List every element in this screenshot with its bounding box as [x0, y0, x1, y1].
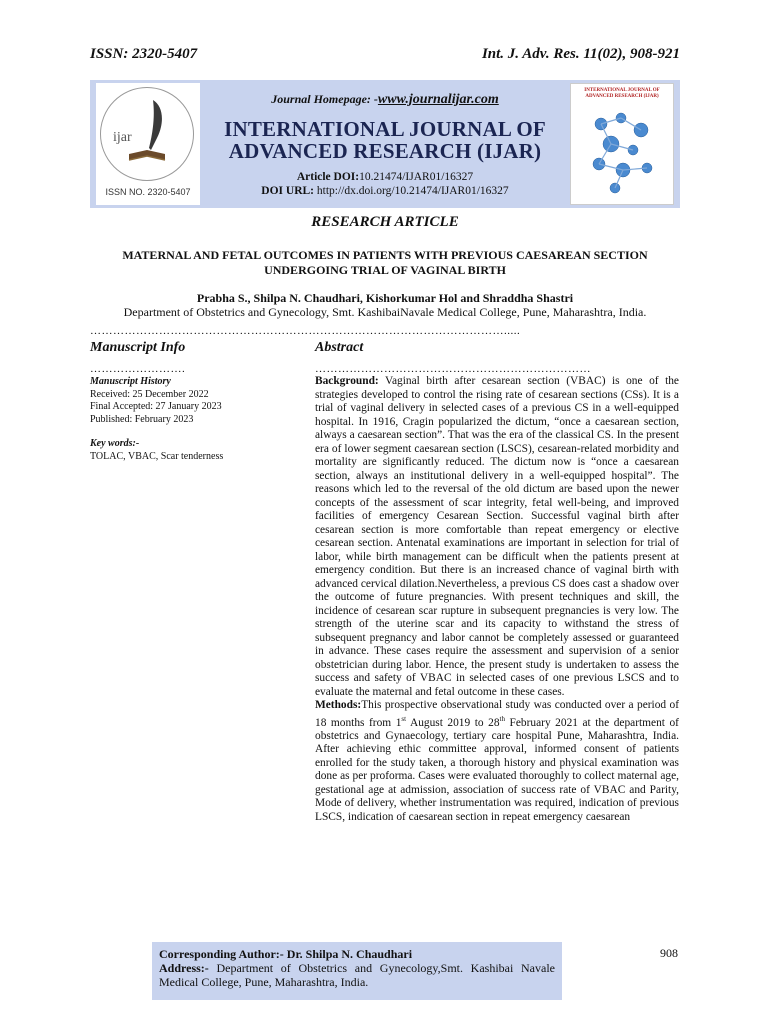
doi-url-label: DOI URL:: [261, 185, 315, 197]
journal-banner: [90, 80, 680, 208]
methods-text-2: August 2019 to 28: [406, 716, 500, 729]
journal-title-line1: INTERNATIONAL JOURNAL OF: [224, 117, 546, 141]
paper-title: [90, 248, 680, 278]
background-label: Background:: [315, 375, 379, 387]
separator-line: ……………………………………………………………………………………………….....: [90, 326, 521, 336]
logo-issn: ISSN NO. 2320-5407: [105, 187, 191, 197]
methods-text-3: February 2021 at the department of obstetrics and Gynaecology, tertiary care hospital Pune, Maharashtra, India. After achieving ethic committee approval, informed consent of patients enrolled for the study taken, a thorough history and physical examination was done as per proforma. Cases were evaluated thoroughly to collect maternal age, gestational age at admission, association of success rate of VBAC and Parity, Mode of delivery, whether instrumentation was required, indication of previous LSCS, indication of caesarean section in repeat emergency caesarean: [315, 716, 679, 823]
journal-logo: [96, 83, 200, 205]
corresponding-author: Corresponding Author:- Dr. Shilpa N. Chaudhari: [159, 947, 413, 961]
abstract-heading: Abstract: [315, 340, 364, 355]
methods-text-1: This prospective observational study was conducted over a period of 18 months from 1: [315, 699, 679, 729]
published-date: Published: February 2023: [90, 413, 194, 425]
doi-value: 10.21474/IJAR01/16327: [359, 171, 474, 183]
article-type: RESEARCH ARTICLE: [311, 214, 459, 230]
page-number: 908: [660, 946, 678, 960]
doi-url-link[interactable]: http://dx.doi.org/10.21474/IJAR01/16327: [316, 185, 509, 197]
right-separator: ………………………………………………………………: [315, 364, 591, 374]
abstract-body: [315, 375, 679, 921]
running-header: [90, 46, 680, 66]
manuscript-info: [90, 376, 300, 464]
journal-title-line2: ADVANCED RESEARCH (IJAR): [228, 139, 542, 163]
paper-title-line1: MATERNAL AND FETAL OUTCOMES IN PATIENTS WITH PREVIOUS CAESAREAN SECTION: [122, 248, 648, 262]
received-date: Received: 25 December 2022: [90, 388, 209, 400]
background-paragraph: [315, 375, 679, 699]
methods-paragraph: [315, 699, 679, 824]
author-list: Prabha S., Shilpa N. Chaudhari, Kishorkumar Hol and Shraddha Shastri: [196, 291, 574, 305]
address-label: Address:-: [159, 961, 209, 975]
methods-sup-2: th: [499, 714, 505, 723]
homepage-label: Journal Homepage: -: [271, 92, 378, 106]
accepted-date: Final Accepted: 27 January 2023: [90, 401, 222, 413]
left-separator: …………………….: [90, 364, 186, 374]
methods-sup-1: st: [401, 714, 407, 723]
molecule-image-icon: [571, 84, 673, 204]
citation-text: Int. J. Adv. Res. 11(02), 908-921: [481, 46, 680, 62]
affiliation: Department of Obstetrics and Gynecology, Smt. KashibaiNavale Medical College, Pune, Maharashtra, India.: [123, 305, 647, 319]
paper-title-line2: UNDERGOING TRIAL OF VAGINAL BIRTH: [264, 263, 506, 277]
corresponding-author-box: [152, 942, 562, 1000]
doi-label: Article DOI:: [296, 171, 360, 183]
cover-title: INTERNATIONAL JOURNAL OF ADVANCED RESEARCH (IJAR): [584, 88, 660, 99]
issn-text: ISSN: 2320-5407: [90, 46, 198, 62]
logo-text: ijar: [113, 130, 132, 145]
methods-label: Methods:: [315, 699, 362, 711]
homepage-link[interactable]: www.journalijar.com: [377, 92, 499, 107]
address-text: Department of Obstetrics and Gynecology,Smt. Kashibai Navale Medical College, Pune, Maharashtra, India.: [159, 961, 555, 989]
journal-homepage: [210, 92, 560, 108]
history-heading: Manuscript History: [90, 376, 171, 387]
journal-cover: [570, 83, 674, 205]
background-text: Vaginal birth after cesarean section (VBAC) is one of the strategies developed to control the rising rate of cesarean sections (CSs). It is a trial of vaginal delivery in selected cases of a previous CS in a well-equipped hospital. In 1916, Cragin popularized the dictum, “once a caesarean section, always a caesarean section”. That was the era of the classical CS. In the present era of lower segment caesarean section (LSCS), cesarean-related morbidity and mortality are significantly reduced. The dictum now is “once a caesarean section, always an institutional delivery in a well-equipped hospital”. The reasons which led to the reversal of the old dictum are based upon the newer concepts of the assessment of scar integrity, fetal well-being, and improved facilities of emergency Cesarean Section. Successful vaginal birth after cesarean section is more comfortable than repeat emergency or elective cesarean section. Antenatal examinations are important in selection for trial of labor, while birth management can be difficult when the patients present at emergency condition. But there is an increased chance of vaginal birth with advanced cervical dilation.Nevertheless, a previous CS does cast a shadow over the outcome of future pregnancies. With present techniques and skill, the incidence of cesarean scar rupture in subsequent pregnancies is very low. The strength of the uterine scar and its capacity to withstand the stress of subsequent pregnancy and labor cannot be completely assessed or guaranteed in advance. These cases require the assessment and supervision of a senior obstetrician during labor. Hence, the present study is undertaken to assess the success and safety of VBAC in selected cases of one previous LSCS and to evaluate the maternal and fetal outcome in these cases.: [315, 375, 679, 698]
keywords-list: TOLAC, VBAC, Scar tenderness: [90, 450, 224, 462]
logo-emblem: [100, 87, 194, 181]
manuscript-info-heading: Manuscript Info: [90, 340, 186, 355]
author-address: [159, 961, 555, 989]
doi-block: [210, 170, 560, 198]
keywords-heading: Key words:-: [90, 438, 140, 450]
journal-title: [208, 118, 562, 162]
